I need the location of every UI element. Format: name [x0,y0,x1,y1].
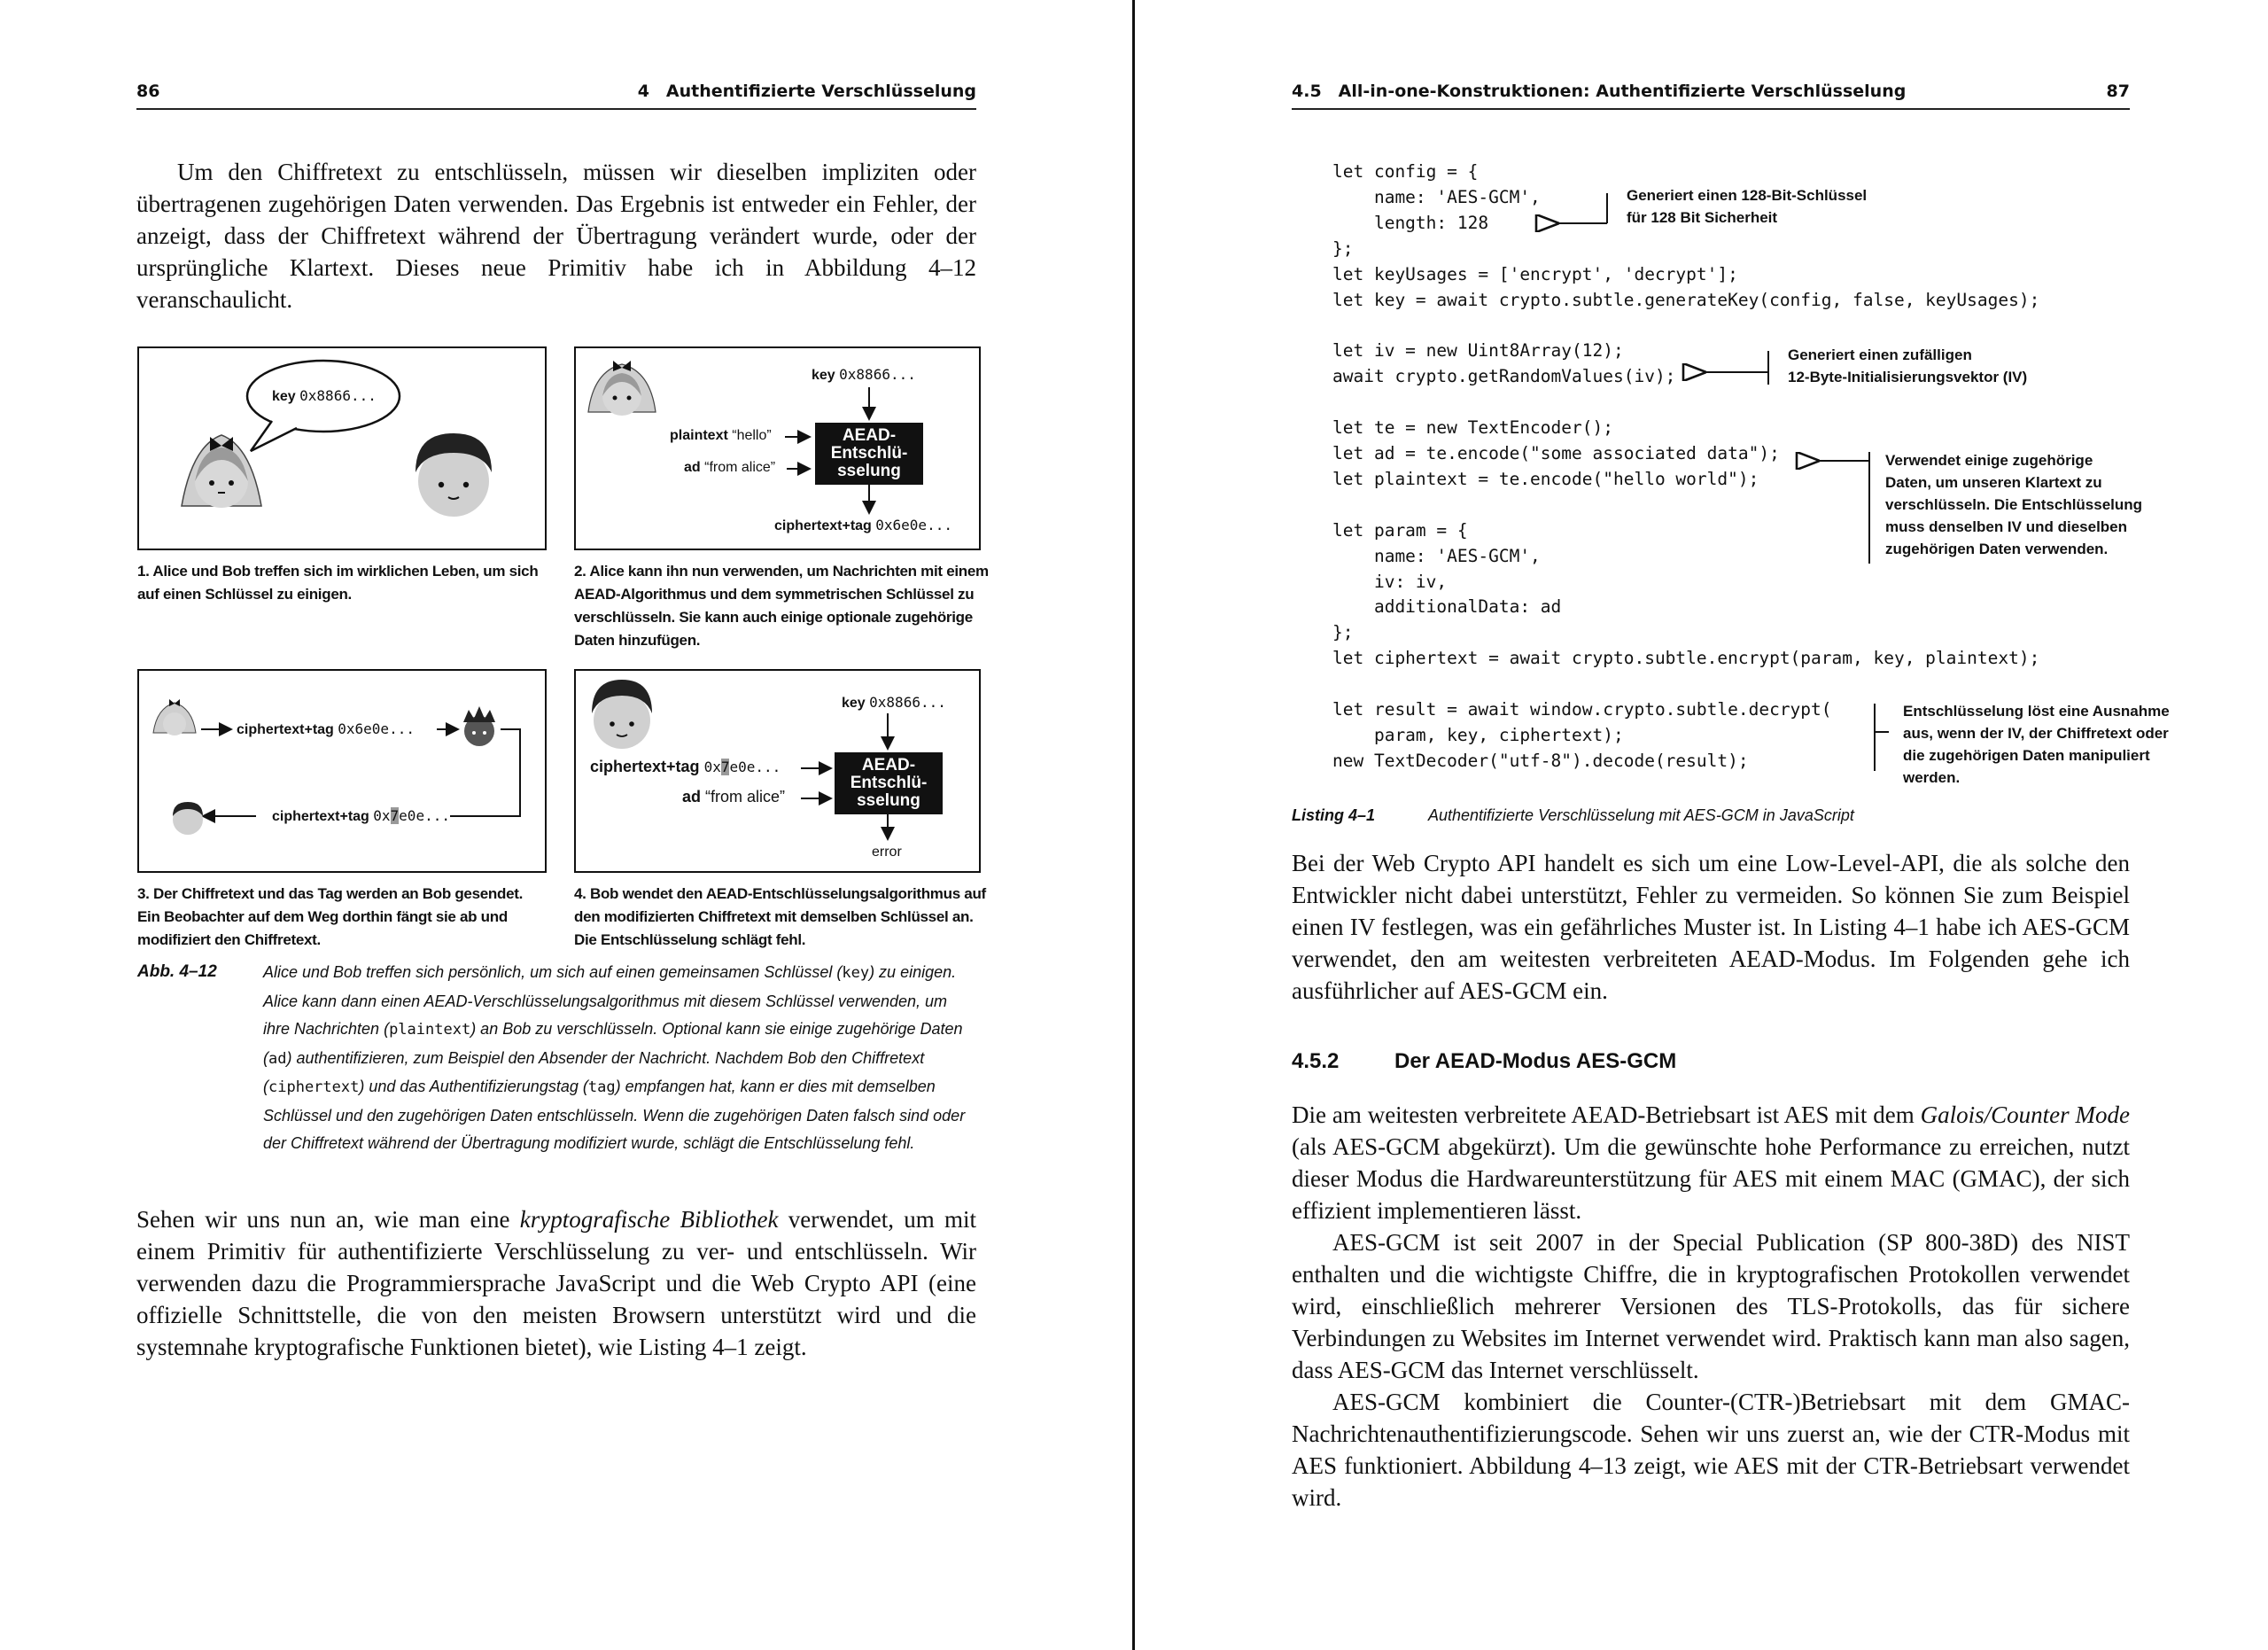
intro-paragraph [136,156,976,315]
section-number: 4.5.2 [1292,1049,1340,1073]
alice-avatar [153,699,196,735]
figure-panel-2 [574,346,981,550]
panel-3-illustration [139,671,547,873]
panel-2-caption: 2. Alice kann ihn nun verwenden, um Nachrichten mit einem AEAD-Algorithmus und dem symmetrischen Schlüssel zu verschlüsseln. Sie kann auch einige optionale zugehörige Daten hinzufügen. [574,563,989,649]
listing-title: Authentifizierte Verschlüsselung mit AES-GCM in JavaScript [1428,806,1854,824]
alice-avatar [588,361,656,416]
annotation-decryption: Entschlüsselung löst eine Ausnahme aus, wenn der IV, der Chiffretext oder die zugehörigen Daten manipuliert werden. [1903,703,2170,786]
panel-1-illustration [139,348,547,550]
section-title: 4.5 All-in-one-Konstruktionen: Authentifizierte Verschlüsselung [1292,82,1907,101]
eavesdropper-avatar [463,706,495,746]
alice-avatar [182,435,261,508]
annotation-key-generation: Generiert einen 128-Bit-Schlüssel für 128 Bit Sicherheit [1627,187,1868,226]
panel-4-ciphertext-label: ciphertext+tag 0x7e0e... [590,758,781,775]
modified-digit: 7 [720,759,730,775]
section-paragraph-3: AES-GCM kombiniert die Counter-(CTR-)Betriebsart mit dem GMAC-Nachrichtenauthentifizierungscode. Sehen wir uns zuerst an, wie der CTR-Modus mit AES funktioniert. Abbildung 4–13 zeigt, wie AES mit der CTR-Betriebsart verwendet wird. [1292,1389,2130,1511]
figure-label: Abb. 4–12 [137,962,217,981]
figure-panel-4 [574,669,981,873]
panel-3-bottom-label: ciphertext+tag 0x7e0e... [272,807,450,824]
left-page [0,0,1133,1650]
intro-paragraph-text: Um den Chiffretext zu entschlüsseln, müssen wir dieselben impliziten oder übertragenen zugehörigen Daten verwenden. Das Ergebnis ist entweder ein Fehler, der anzeigt, dass der Chiffretext während der Übertragung verändert wurde, oder der ursprüngliche Klartext. Dieses neue Primitiv habe ich in Abbildung 4–12 veranschaulicht. [136,159,976,313]
running-head-right [1292,78,2130,110]
aead-encrypt-box: AEAD- Entschlü- sselung [815,423,923,485]
section-heading-title: Der AEAD-Modus AES-GCM [1394,1049,1677,1073]
page-number: 87 [2106,82,2130,101]
bob-avatar [416,433,492,517]
panel-2-output-label: ciphertext+tag 0x6e0e... [774,517,952,533]
bob-avatar [592,680,652,749]
panel-2-ad-label: ad “from alice” [684,460,776,475]
annotation-associated-data: Verwendet einige zugehörige Daten, um unseren Klartext zu verschlüsseln. Die Entschlüsselung muss denselben IV und dieselben zugehörigen Daten verwenden. [1885,452,2143,557]
chapter-title: 4 Authentifizierte Verschlüsselung [637,82,976,101]
section-paragraph-2: AES-GCM ist seit 2007 in der Special Publication (SP 800-38D) des NIST enthalten und die wichtigste Chiffre, die in kryptografischen Protokollen verwendet wird, einschließlich mehrerer Versionen des TLS-Protokolls, das für sichere Verbindungen zu Websites im Internet verwendet wird. Praktisch kann man also sagen, dass AES-GCM das Internet verschlüsselt. [1292,1229,2130,1383]
closing-paragraph: Sehen wir uns nun an, wie man eine kryptografische Bibliothek verwendet, um mit einem Primitiv für authentifizierte Verschlüsselung zu ver- und entschlüsseln. Wir verwenden dazu die Programmiersprache JavaScript und die Web Crypto API (eine offizielle Schnittstelle, die von den meisten Browsern unterstützt wird und die systemnahe kryptografische Funktionen bietet), wie Listing 4–1 zeigt. [136,1206,976,1360]
panel-2-plaintext-label: plaintext “hello” [670,428,772,443]
panel-4-ad-label: ad “from alice” [682,788,786,806]
figure-panel-3 [137,669,547,873]
panel-2-key-label: key 0x8866... [812,366,916,383]
panel-1-caption: 1. Alice und Bob treffen sich im wirklichen Leben, um sich auf einen Schlüssel zu einigen. [137,563,539,603]
paragraph-after-listing: Bei der Web Crypto API handelt es sich um eine Low-Level-API, die als solche den Entwickler nicht dabei unterstützt, Fehler zu vermeiden. So können Sie zum Beispiel einen IV festlegen, was ein gefährliches Muster ist. In Listing 4–1 habe ich AES-GCM verwendet, den am weitesten verbreiteten AEAD-Modus. Im Folgenden gehe ich ausführlicher auf AES-GCM ein. [1292,850,2130,1004]
listing-label: Listing 4–1 [1292,806,1376,824]
panel-3-top-label: ciphertext+tag 0x6e0e... [237,720,415,737]
bob-avatar [173,802,203,835]
panel-4-caption: 4. Bob wendet den AEAD-Entschlüsselungsalgorithmus auf den modifizierten Chiffretext mit demselben Schlüssel an. Die Entschlüsselung schlägt fehl. [574,885,986,948]
annotation-iv-generation: Generiert einen zufälligen 12-Byte-Initialisierungsvektor (IV) [1788,346,2028,385]
panel-3-caption: 3. Der Chiffretext und das Tag werden an Bob gesendet. Ein Beobachter auf dem Weg dorthin fängt sie ab und modifiziert den Chiffretext. [137,885,524,948]
running-head-left [136,78,976,110]
figure-panel-1 [137,346,547,550]
bubble-key-label: key 0x8866... [272,387,377,404]
page-number: 86 [136,82,160,101]
panel-4-key-label: key 0x8866... [842,694,946,711]
section-paragraph-1: Die am weitesten verbreitete AEAD-Betriebsart ist AES mit dem Galois/Counter Mode (als AES-GCM abgekürzt). Um die gewünschte hohe Performance zu erreichen, nutzt dieser Modus die Hardwareunterstützung für AES mit einem MAC (GMAC), der sich effizient implementieren lässt. [1292,1101,2130,1224]
error-label: error [872,844,902,860]
aead-decrypt-box: AEAD- Entschlü- sselung [835,752,943,814]
modified-digit: 7 [390,807,400,824]
code-listing: let config = { name: 'AES-GCM', length: 128 }; let keyUsages = ['encrypt', 'decrypt']; let key = await crypto.subtle.generateKey(config, false, keyUsages); let iv = new Uint8Array(12); await crypto.getRandomValues(iv); let te = new TextEncoder(); let ad = te.encode("some associated data"); let plaintext = te.encode("hello world"); let param = { name: 'AES-GCM', iv: iv, additionalData: ad }; let ciphertext = await crypto.subtle.encrypt(param, key, plaintext); let result = await window.crypto.subtle.decrypt( param, key, ciphertext); new TextDecoder("utf-8").decode(result); [1332,161,2040,771]
figure-caption: Alice und Bob treffen sich persönlich, um sich auf einen gemeinsamen Schlüssel (key) zu einigen. Alice kann dann einen AEAD-Verschlüsselungsalgorithmus mit diesem Schlüssel verwenden, um ihre Nachrichten (plaintext) an Bob zu verschlüsseln. Optional kann sie einige zugehörige Daten (ad) authentifizieren, zum Beispiel den Absender der Nachricht. Nachdem Bob den Chiffretext (ciphertext) und das Authentifizierungstag (tag) empfangen hat, kann er dies mit demselben Schlüssel und den zugehörigen Daten entschlüsseln. Wenn die zugehörigen Daten falsch sind oder der Chiffretext während der Übertragung modifiziert wurde, schlägt die Entschlüsselung fehl. [263,963,966,1152]
